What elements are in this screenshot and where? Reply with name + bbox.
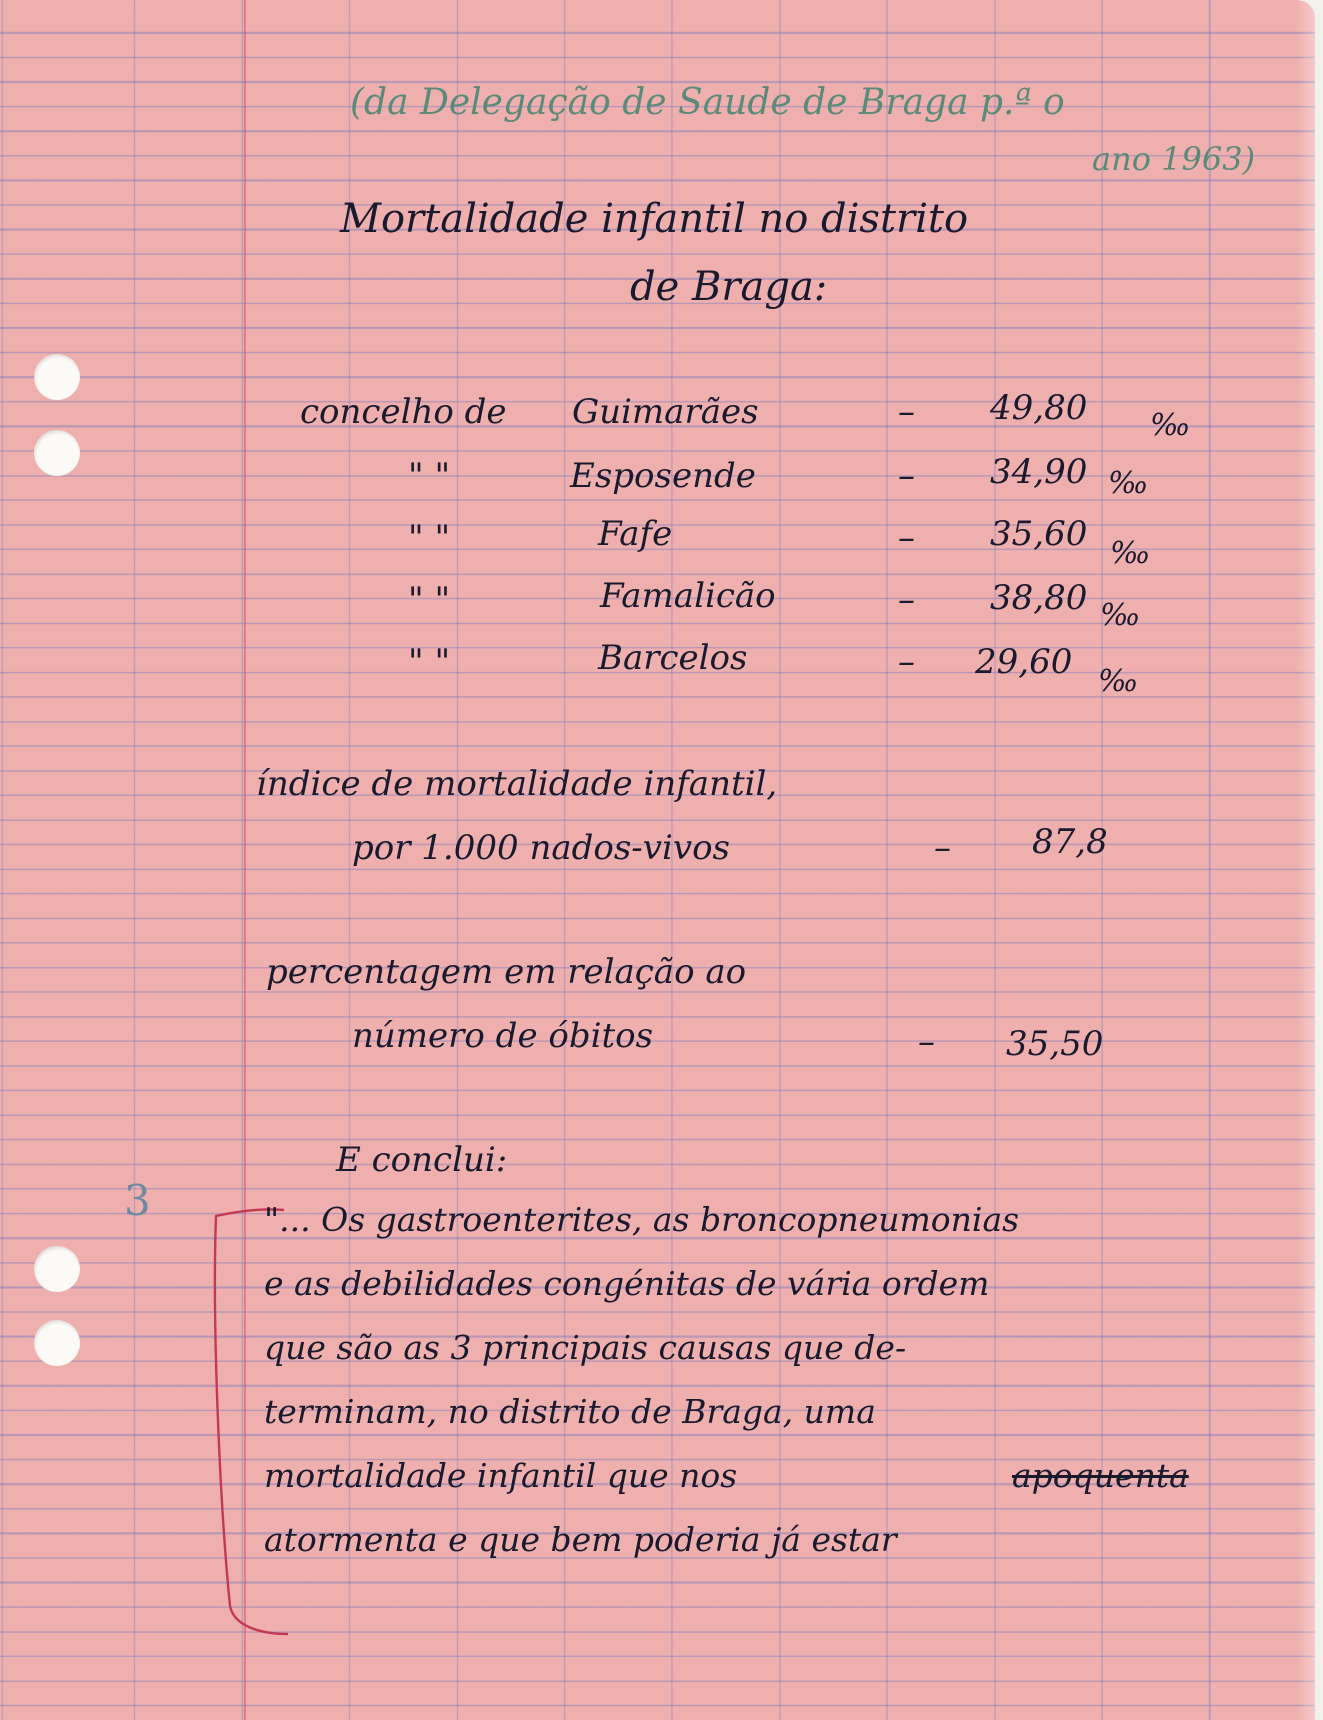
- quote-line: que são as 3 principais causas que de-: [264, 1328, 907, 1367]
- municipality-name: Guimarães: [572, 392, 759, 432]
- percentage-value: 35,50: [1006, 1024, 1104, 1064]
- per-mille-unit: ‰: [1150, 408, 1191, 443]
- conclusion-intro: E conclui:: [336, 1140, 508, 1180]
- municipality-value: 38,80: [990, 578, 1088, 618]
- percentage-label-line2: número de óbitos: [352, 1016, 654, 1056]
- dash: –: [934, 828, 951, 868]
- municipality-name: Barcelos: [598, 638, 748, 678]
- header-note-line1: (da Delegação de Saude de Braga p.ª o: [350, 82, 1065, 123]
- ditto-marks: " ": [408, 642, 451, 682]
- municipality-prefix: concelho de: [300, 392, 507, 432]
- quote-line: "... Os gastroenterites, as broncopneumonias: [264, 1200, 1020, 1239]
- punch-hole: [34, 354, 80, 400]
- quote-line: mortalidade infantil que nos: [264, 1456, 738, 1495]
- quote-line: terminam, no distrito de Braga, uma: [264, 1392, 876, 1431]
- punch-hole: [34, 430, 80, 476]
- page-title-line2: de Braga:: [630, 264, 828, 310]
- page-edge: [1297, 0, 1315, 1720]
- municipality-value: 35,60: [990, 514, 1088, 554]
- per-mille-unit: ‰: [1100, 598, 1141, 633]
- dash: –: [918, 1022, 935, 1062]
- municipality-value: 34,90: [990, 452, 1088, 492]
- municipality-name: Esposende: [570, 456, 756, 496]
- quote-line: atormenta e que bem poderia já estar: [264, 1520, 897, 1559]
- quote-line: e as debilidades congénitas de vária ordem: [264, 1264, 990, 1303]
- struck-word: apoquenta: [1012, 1456, 1189, 1495]
- margin-number: 3: [124, 1176, 151, 1225]
- per-mille-unit: ‰: [1110, 536, 1151, 571]
- municipality-name: Fafe: [598, 514, 673, 554]
- percentage-label-line1: percentagem em relação ao: [266, 952, 747, 992]
- index-label-line2: por 1.000 nados-vivos: [352, 828, 730, 868]
- dash: –: [898, 392, 915, 432]
- per-mille-unit: ‰: [1108, 466, 1149, 501]
- header-note-line2: ano 1963): [1092, 140, 1256, 178]
- dash: –: [898, 456, 915, 496]
- municipality-value: 49,80: [990, 388, 1088, 428]
- index-label-line1: índice de mortalidade infantil,: [256, 764, 778, 804]
- index-value: 87,8: [1032, 822, 1108, 862]
- ditto-marks: " ": [408, 580, 451, 620]
- punch-hole: [34, 1246, 80, 1292]
- ditto-marks: " ": [408, 456, 451, 496]
- dash: –: [898, 518, 915, 558]
- ditto-marks: " ": [408, 518, 451, 558]
- page-title-line1: Mortalidade infantil no distrito: [340, 196, 969, 242]
- dash: –: [898, 642, 915, 682]
- punch-hole: [34, 1320, 80, 1366]
- municipality-value: 29,60: [975, 642, 1073, 682]
- dash: –: [898, 580, 915, 620]
- per-mille-unit: ‰: [1098, 664, 1139, 699]
- municipality-name: Famalicão: [600, 576, 776, 616]
